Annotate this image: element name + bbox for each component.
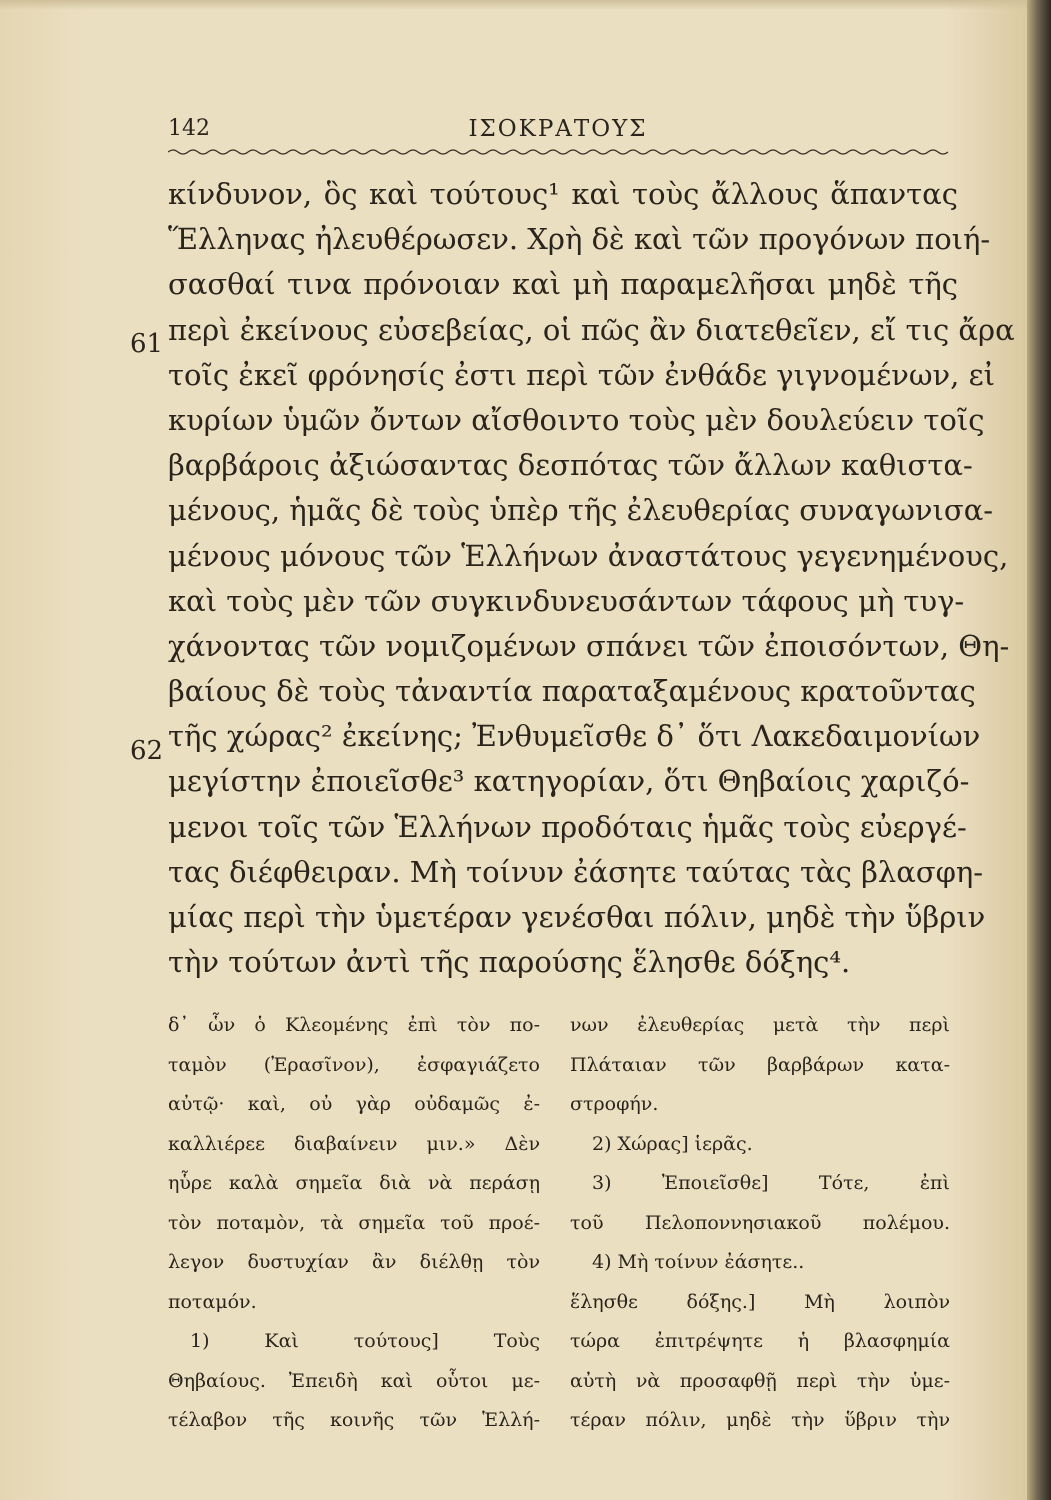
text-line: περὶ ἐκείνους εὐσεβείας, οἱ πῶς ἂν διατεθεῖεν, εἴ τις ἄρα xyxy=(168,312,1015,347)
text-line: καὶ τοὺς μὲν τῶν συγκινδυνευσάντων τάφους μὴ τυγ- xyxy=(168,583,965,618)
section-number-62: 62 xyxy=(130,736,164,766)
footnote-3: 3) Ἐποιεῖσθε] Τότε, ἐπὶ xyxy=(592,1172,950,1194)
text-line: κυρίων ὑμῶν ὄντων αἴσθοιντο τοὺς μὲν δουλεύειν τοῖς xyxy=(168,402,985,437)
footnote-2: 2) Χώρας] ἱερᾶς. xyxy=(592,1132,753,1155)
text-line: τῆς χώρας² ἐκείνης; Ἐνθυμεῖσθε δ᾽ ὅτι Λακεδαιμονίων xyxy=(168,719,981,754)
note-line: αὐτῷ· καὶ, οὐ γὰρ οὐδαμῶς ἐ- xyxy=(168,1093,540,1115)
text-line: χάνοντας τῶν νομιζομένων σπάνει τῶν ἐποισόντων, Θη- xyxy=(168,628,1010,663)
text-line: μένους, ἡμᾶς δὲ τοὺς ὑπὲρ τῆς ἐλευθερίας συναγωνισα- xyxy=(168,493,994,528)
note-line: αὐτὴ νὰ προσαφθῇ περὶ τὴν ὑμε- xyxy=(570,1369,950,1392)
text-line: κίνδυνον, ὃς καὶ τούτους¹ καὶ τοὺς ἄλλους ἅπαντας xyxy=(168,177,958,211)
footnotes-left-column xyxy=(168,1006,540,1441)
main-text xyxy=(168,172,1015,985)
text-line: μίας περὶ τὴν ὑμετέραν γενέσθαι πόλιν, μηδὲ τὴν ὕβριν xyxy=(168,900,986,934)
footnote-4: 4) Μὴ τοίνυν ἐάσητε.. xyxy=(592,1251,805,1273)
wavy-header-rule xyxy=(168,148,950,156)
footnotes-right-column xyxy=(570,1006,950,1441)
note-line: ἕλησθε δόξης.] Μὴ λοιπὸν xyxy=(570,1290,950,1313)
footnote-1: 1) Καὶ τούτους] Τοὺς xyxy=(190,1330,540,1352)
text-line: βαρβάροις ἀξιώσαντας δεσπότας τῶν ἄλλων καθιστα- xyxy=(168,448,973,483)
text-line: σασθαί τινα πρόνοιαν καὶ μὴ παραμελῆσαι μηδὲ τῆς xyxy=(168,267,958,302)
book-spine-shadow xyxy=(1027,0,1051,1500)
section-number-61: 61 xyxy=(130,329,164,359)
note-line: τέραν πόλιν, μηδὲ τὴν ὕβριν τὴν xyxy=(570,1409,950,1431)
note-line: στροφήν. xyxy=(570,1093,659,1115)
note-line: νων ἐλευθερίας μετὰ τὴν περὶ xyxy=(570,1014,950,1036)
text-line: βαίους δὲ τοὺς τἀναντία παραταξαμένους κρατοῦντας xyxy=(168,674,976,709)
note-line: Θηβαίους. Ἐπειδὴ καὶ οὗτοι με- xyxy=(168,1369,540,1392)
note-line: τέλαβον τῆς κοινῆς τῶν Ἑλλή- xyxy=(168,1409,540,1431)
text-line: μενοι τοῖς τῶν Ἑλλήνων προδόταις ἡμᾶς τοὺς εὐεργέ- xyxy=(168,809,967,844)
note-line: λεγον δυστυχίαν ἂν διέλθῃ τὸν xyxy=(168,1251,540,1273)
page-number: 142 xyxy=(168,116,210,141)
text-line: τας διέφθειραν. Μὴ τοίνυν ἐάσητε ταύτας τὰς βλασφη- xyxy=(168,854,984,889)
note-line: τοῦ Πελοποννησιακοῦ πολέμου. xyxy=(570,1211,950,1234)
note-line: δ᾽ ὧν ὁ Κλεομένης ἐπὶ τὸν πο- xyxy=(168,1014,540,1036)
running-title: ΙΣΟΚΡΑΤΟΥΣ xyxy=(468,116,648,142)
text-line: τὴν τούτων ἀντὶ τῆς παρούσης ἕλησθε δόξης⁴. xyxy=(168,945,851,980)
text-line: Ἕλληνας ἠλευθέρωσεν. Χρὴ δὲ καὶ τῶν προγόνων ποιή- xyxy=(168,222,991,257)
note-line: ταμὸν (Ἐρασῖνον), ἐσφαγιάζετο xyxy=(168,1053,540,1076)
page-top-edge xyxy=(0,0,1051,10)
note-line: ποταμόν. xyxy=(168,1290,257,1313)
text-line: μένους μόνους τῶν Ἑλλήνων ἀναστάτους γεγενημένους, xyxy=(168,538,1009,573)
note-line: ηὗρε καλὰ σημεῖα διὰ νὰ περάσῃ xyxy=(168,1172,540,1194)
note-line: Πλάταιαν τῶν βαρβάρων κατα- xyxy=(570,1053,950,1076)
note-line: τώρα ἐπιτρέψητε ἡ βλασφημία xyxy=(570,1330,950,1352)
note-line: τὸν ποταμὸν, τὰ σημεῖα τοῦ προέ- xyxy=(168,1211,540,1234)
text-line: μεγίστην ἐποιεῖσθε³ κατηγορίαν, ὅτι Θηβαίοις χαριζό- xyxy=(168,764,970,799)
text-line: τοῖς ἐκεῖ φρόνησίς ἐστι περὶ τῶν ἐνθάδε γιγνομένων, εἰ xyxy=(168,357,995,392)
note-line: καλλιέρεε διαβαίνειν μιν.» Δὲν xyxy=(168,1132,540,1155)
